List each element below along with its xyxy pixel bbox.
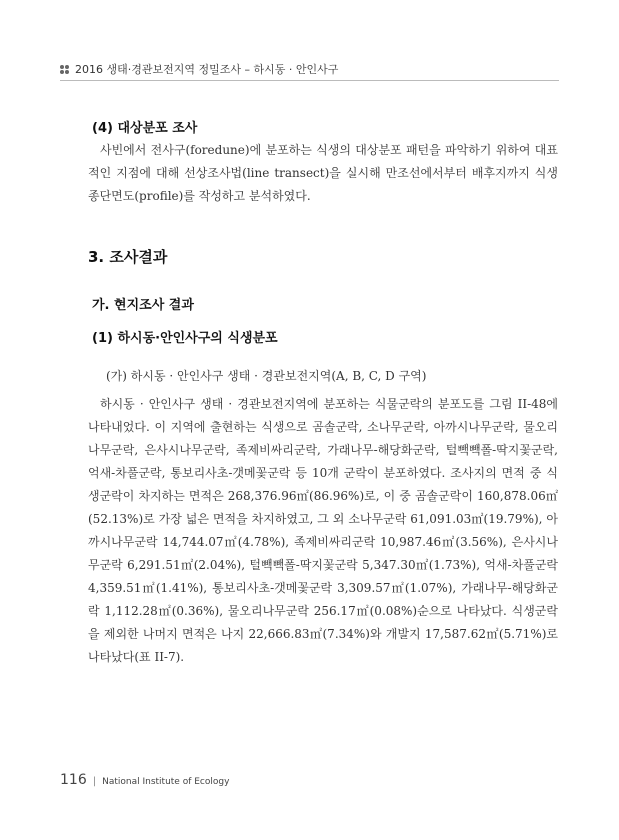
- vegetation-paragraph: 하시동 · 안인사구 생태 · 경관보전지역에 분포하는 식물군락의 분포도를 그림 II-48에 나타내었다. 이 지역에 출현하는 식생으로 곰솔군락, 소나무군락, 아까시나무군락, 물오리나무군락, 은사시나무군락, 족제비싸리군락, 가래나무-해당화군락, 털빽빽폴-딱지꽃군락, 억새-차풀군락, 통보리사초-갯메꽃군락 등 10개 군락이 분포하였다. 조사지의 면적 중 식생군락이 차지하는 면적은 268,376.96㎡(86.96%)로, 이 중 곰솔군락이 160,878.06㎡(52.13%)로 가장 넓은 면적을 차지하였고, 그 외 소나무군락 61,091.03㎡(19.79%), 아까시나무군락 14,744.07㎡(4.78%), 족제비싸리군락 10,987.46㎡(3.56%), 은사시나무군락 6,291.51㎡(2.04%), 털빽빽폴-딱지꽃군락 5,347.30㎡(1.73%), 억새-차풀군락 4,359.51㎡(1.41%), 통보리사초-갯메꽃군락 3,309.57㎡(1.07%), 가래나무-해당화군락 1,112.28㎡(0.36%), 물오리나무군락 256.17㎡(0.08%)순으로 나타났다. 식생군락을 제외한 나머지 면적은 나지 22,666.83㎡(7.34%)와 개발지 17,587.62㎡(5.71%)로 나타났다(표 II-7).: [88, 397, 558, 664]
- section-3-heading: 3. 조사결과: [88, 248, 168, 266]
- running-title: 2016 생태·경관보전지역 정밀조사 – 하시동 · 안인사구: [75, 63, 339, 76]
- header-rule: [60, 80, 559, 81]
- sub-heading-ga: (가) 하시동 · 안인사구 생태 · 경관보전지역(A, B, C, D 구역): [106, 369, 427, 383]
- subsection-ga-heading: 가. 현지조사 결과: [92, 298, 194, 313]
- section-4-paragraph: 사빈에서 전사구(foredune)에 분포하는 식생의 대상분포 패턴을 파악하기 위하여 대표적인 지점에 대해 선상조사법(line transect)을 실시해 만조선에서부터 배후지까지 식생 종단면도(profile)를 작성하고 분석하였다.: [88, 143, 558, 203]
- running-header: [60, 61, 559, 77]
- bullet-dots-icon: [60, 65, 69, 74]
- page-footer: [60, 772, 229, 788]
- footer-organization: National Institute of Ecology: [102, 777, 230, 787]
- footer-separator: |: [92, 776, 97, 787]
- subsection-1-heading: (1) 하시동·안인사구의 식생분포: [92, 331, 278, 346]
- page-number: 116: [60, 772, 87, 788]
- section-4-heading: (4) 대상분포 조사: [92, 121, 198, 136]
